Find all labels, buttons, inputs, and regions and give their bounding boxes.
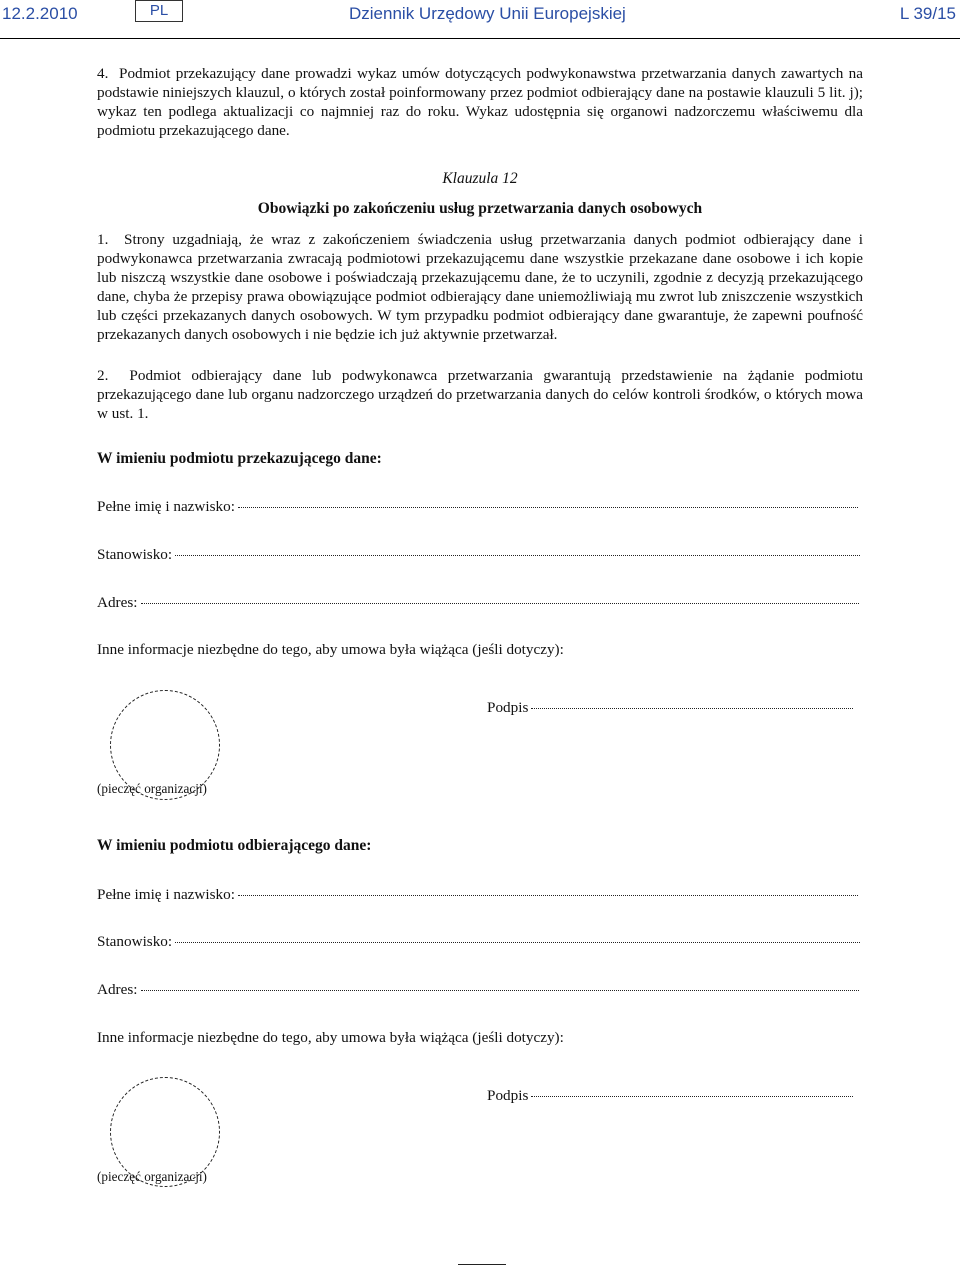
signature-label: Podpis [487, 1087, 529, 1104]
signature-label: Podpis [487, 699, 529, 716]
other-info-label: Inne informacje niezbędne do tego, aby umowa była wiążąca (jeśli dotyczy): [97, 641, 564, 658]
exporter-full-name-field[interactable] [97, 498, 858, 516]
importer-seal-label: (pieczęć organizacji) [97, 1169, 207, 1184]
full-name-label: Pełne imię i nazwisko: [97, 498, 235, 515]
language-badge: PL [135, 0, 183, 22]
position-label: Stanowisko: [97, 933, 173, 950]
paragraph-4: 4. Podmiot przekazujący dane prowadzi wykaz umów dotyczących podwykonawstwa przetwarzania danych zawartych na podstawie niniejszych klauzul, o których został poinformowany przez podmiot odbierający dane na postawie klauzuli 5 lit. j); wykaz ten podlega aktualizacji co najmniej raz do roku. Wykaz udostępnia się organowi nadzorczemu właściwemu dla podmiotu przekazującego dane. [97, 65, 863, 139]
signature-dotted-line[interactable] [531, 1095, 853, 1097]
publication-date: 12.2.2010 [2, 4, 78, 23]
exporter-seal-label: (pieczęć organizacji) [97, 781, 207, 796]
clause-paragraph-2: 2. Podmiot odbierający dane lub podwykonawca przetwarzania gwarantują przedstawienie na żądanie podmiotu przekazującego dane lub organu nadzorczego urządzeń do przetwarzania danych do celów kontroli środków, o których mowa w ust. 1. [97, 367, 863, 422]
importer-heading: W imieniu podmiotu odbierającego dane: [97, 837, 372, 854]
address-label: Adres: [97, 594, 138, 611]
position-dotted-line[interactable] [175, 941, 860, 943]
footer-divider [458, 1264, 506, 1265]
page-header [0, 0, 960, 39]
position-dotted-line[interactable] [175, 554, 860, 556]
address-dotted-line[interactable] [141, 602, 859, 604]
exporter-address-field[interactable] [97, 594, 859, 612]
page-reference: L 39/15 [899, 4, 956, 23]
clause-paragraph-1: 1. Strony uzgadniają, że wraz z zakończeniem świadczenia usług przetwarzania danych podmiot odbierający dane i podwykonawca przetwarzania zwracają podmiotowi przekazującemu dane wszystkie przekazane dane osobowe i ich kopie lub niszczą wszystkie dane osobowe i poświadczają przekazującemu dane, że to uczynili, zgodnie z decyzją przekazującego dane, chyba że przepisy prawa obowiązujące podmiot odbierający dane uniemożliwiają mu zwrot lub zniszczenie wszystkich lub części przekazanych danych osobowych. W tym przypadku podmiot odbierający dane gwarantuje, że zapewni poufność przekazanych danych osobowych i nie będzie ich już aktywnie przetwarzał. [97, 231, 863, 343]
exporter-position-field[interactable] [97, 546, 860, 564]
importer-position-field[interactable] [97, 933, 860, 951]
journal-title: Dziennik Urzędowy Unii Europejskiej [349, 4, 626, 23]
full-name-dotted-line[interactable] [238, 506, 858, 508]
importer-full-name-field[interactable] [97, 886, 858, 904]
other-info-label: Inne informacje niezbędne do tego, aby umowa była wiążąca (jeśli dotyczy): [97, 1029, 564, 1046]
clause-number: Klauzula 12 [442, 170, 518, 187]
clause-title: Obowiązki po zakończeniu usług przetwarzania danych osobowych [257, 200, 703, 217]
importer-address-field[interactable] [97, 981, 859, 999]
full-name-dotted-line[interactable] [238, 894, 858, 896]
address-label: Adres: [97, 981, 138, 998]
exporter-heading: W imieniu podmiotu przekazującego dane: [97, 450, 382, 467]
address-dotted-line[interactable] [141, 989, 859, 991]
signature-dotted-line[interactable] [531, 707, 853, 709]
importer-other-info [97, 1029, 564, 1047]
importer-signature-field[interactable] [487, 1087, 853, 1105]
full-name-label: Pełne imię i nazwisko: [97, 886, 235, 903]
position-label: Stanowisko: [97, 546, 173, 563]
exporter-signature-field[interactable] [487, 699, 853, 717]
exporter-other-info [97, 641, 564, 659]
